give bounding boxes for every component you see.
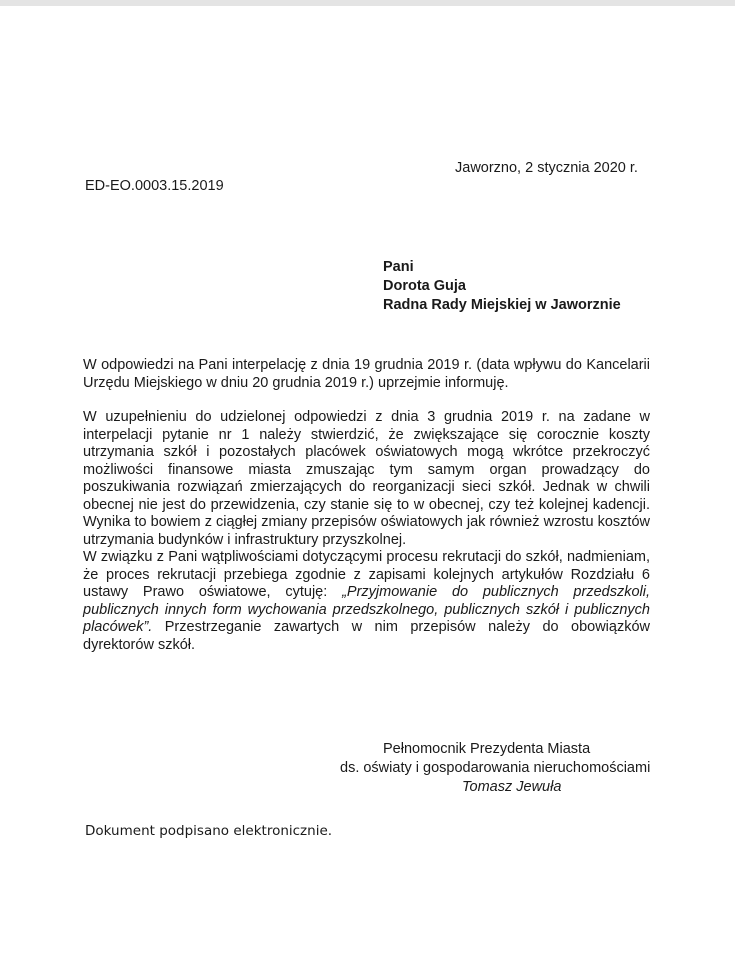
signatory-department: ds. oświaty i gospodarowania nieruchomościami — [340, 760, 651, 776]
signatory-position: Pełnomocnik Prezydenta Miasta — [383, 741, 591, 757]
recipient-salutation: Pani — [383, 259, 414, 275]
reference-number: ED-EO.0003.15.2019 — [85, 178, 224, 194]
signature-block — [330, 740, 670, 797]
paragraph-3-end: Przestrzeganie zawartych w nim przepisów należy do obowiązków dyrektorów szkół. — [83, 619, 650, 653]
recipient-block — [383, 258, 621, 315]
recipient-name: Dorota Guja — [383, 278, 466, 294]
signatory-name: Tomasz Jewuła — [462, 779, 562, 795]
paragraph-2: W uzupełnieniu do udzielonej odpowiedzi z dnia 3 grudnia 2019 r. na zadane w interpelacji pytanie nr 1 należy stwierdzić, że zwiększające się corocznie koszty utrzymania szkół i pozostałych placówek oświatowych mogą wkrótce przekroczyć możliwości finansowe miasta zmuszając tym samym organ prowadzący do poszukiwania rozwiązań zmierzających do reorganizacji sieci szkół. Jednak w chwili obecnej nie jest do przewidzenia, czy stanie się to w obecnej, czy też kolejnej kadencji. Wynika to bowiem z ciągłej zmiany przepisów oświatowych jak również wzrostu kosztów utrzymania budynków i infrastruktury przyszkolnej. — [83, 409, 650, 548]
paragraph-1: W odpowiedzi na Pani interpelację z dnia 19 grudnia 2019 r. (data wpływu do Kancelarii Urzędu Miejskiego w dniu 20 grudnia 2019 r.) uprzejmie informuję. — [83, 357, 650, 391]
paragraph-3-quote: „Przyjmowanie do publicznych przedszkoli, publicznych innych form wychowania przedszkolnego, publicznych szkół i publicznych placówek”. — [83, 584, 650, 635]
paragraph-3 — [83, 549, 650, 654]
letter-body — [83, 357, 650, 654]
electronic-signature-note: Dokument podpisano elektronicznie. — [85, 823, 333, 839]
recipient-title: Radna Rady Miejskiej w Jaworznie — [383, 297, 621, 313]
letter-date: Jaworzno, 2 stycznia 2020 r. — [455, 160, 638, 176]
top-bar — [0, 0, 735, 6]
paragraph-3-intro: W związku z Pani wątpliwościami dotyczącymi procesu rekrutacji do szkół, nadmieniam, że proces rekrutacji przebiega zgodnie z zapisami kolejnych artykułów Rozdziału 6 ustawy Prawo oświatowe, cytuję: — [83, 549, 650, 600]
